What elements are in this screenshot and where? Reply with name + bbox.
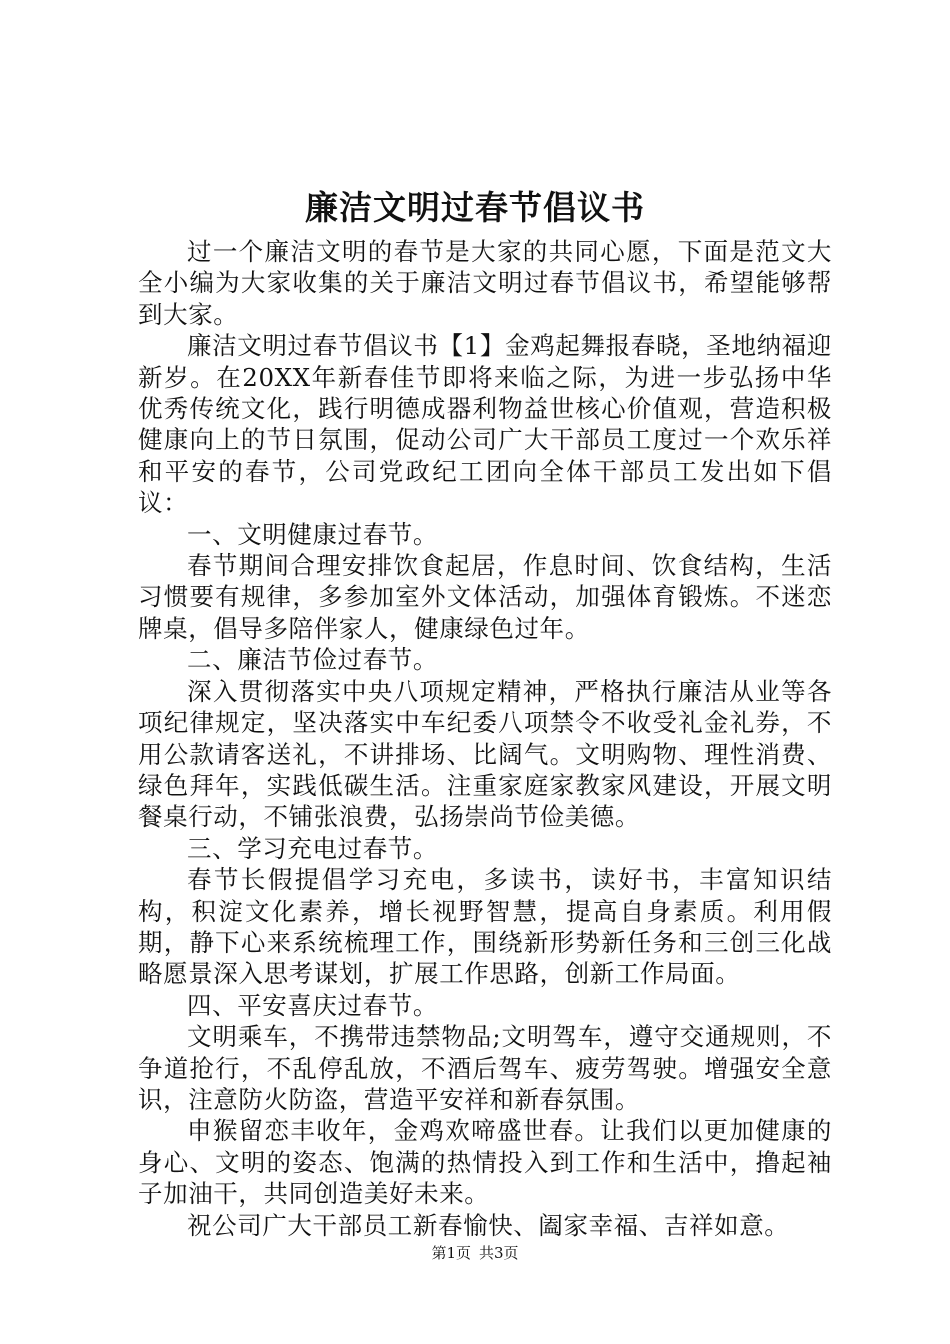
page-number: 第1页 [431,1244,471,1262]
section-heading-4: 四、平安喜庆过春节。 [187,990,438,1020]
section-heading-3: 三、学习充电过春节。 [187,833,438,863]
document-body [138,236,832,1241]
paragraph-intro: 过一个廉洁文明的春节是大家的共同心愿，下面是范文大全小编为大家收集的关于廉洁文明过春节倡议书，希望能够帮到大家。 [138,237,832,329]
paragraph-section-2: 深入贯彻落实中央八项规定精神，严格执行廉洁从业等各项纪律规定，坚决落实中车纪委八项禁令不收受礼金礼券，不用公款请客送礼，不讲排场、比阔气。文明购物、理性消费、绿色拜年，实践低碳生活。注重家庭家教家风建设，开展文明餐桌行动，不铺张浪费，弘扬崇尚节俭美德。 [138,676,832,832]
paragraph-section-4: 文明乘车，不携带违禁物品;文明驾车，遵守交通规则，不争道抢行，不乱停乱放，不酒后驾车、疲劳驾驶。增强安全意识，注意防火防盗，营造平安祥和新春氛围。 [138,1022,832,1114]
paragraph-section-1: 春节期间合理安排饮食起居，作息时间、饮食结构，生活习惯要有规律，多参加室外文体活动，加强体育锻炼。不迷恋牌桌，倡导多陪伴家人，健康绿色过年。 [138,551,832,643]
paragraph-section-3: 春节长假提倡学习充电，多读书，读好书，丰富知识结构，积淀文化素养，增长视野智慧，提高自身素质。利用假期，静下心来系统梳理工作，围绕新形势新任务和三创三化战略愿景深入思考谋划，扩展工作思路，创新工作局面。 [138,865,832,989]
paragraph-wishes: 祝公司广大干部员工新春愉快、阖家幸福、吉祥如意。 [187,1210,790,1240]
document-title: 廉洁文明过春节倡议书 [305,188,645,227]
page-footer [0,1243,950,1263]
paragraph-proposal-opening: 廉洁文明过春节倡议书【1】金鸡起舞报春晓，圣地纳福迎新岁。在20XX年新春佳节即将来临之际，为进一步弘扬中华优秀传统文化，践行明德成器利物益世核心价值观，营造积极健康向上的节日氛围，促动公司广大干部员工度过一个欢乐祥和平安的春节，公司党政纪工团向全体干部员工发出如下倡议： [138,331,832,518]
section-heading-1: 一、文明健康过春节。 [187,519,438,549]
paragraph-closing: 申猴留恋丰收年，金鸡欢啼盛世春。让我们以更加健康的身心、文明的姿态、饱满的热情投入到工作和生活中，撸起袖子加油干，共同创造美好未来。 [138,1116,832,1209]
section-heading-2: 二、廉洁节俭过春节。 [187,645,438,675]
page-total: 共3页 [479,1244,519,1262]
